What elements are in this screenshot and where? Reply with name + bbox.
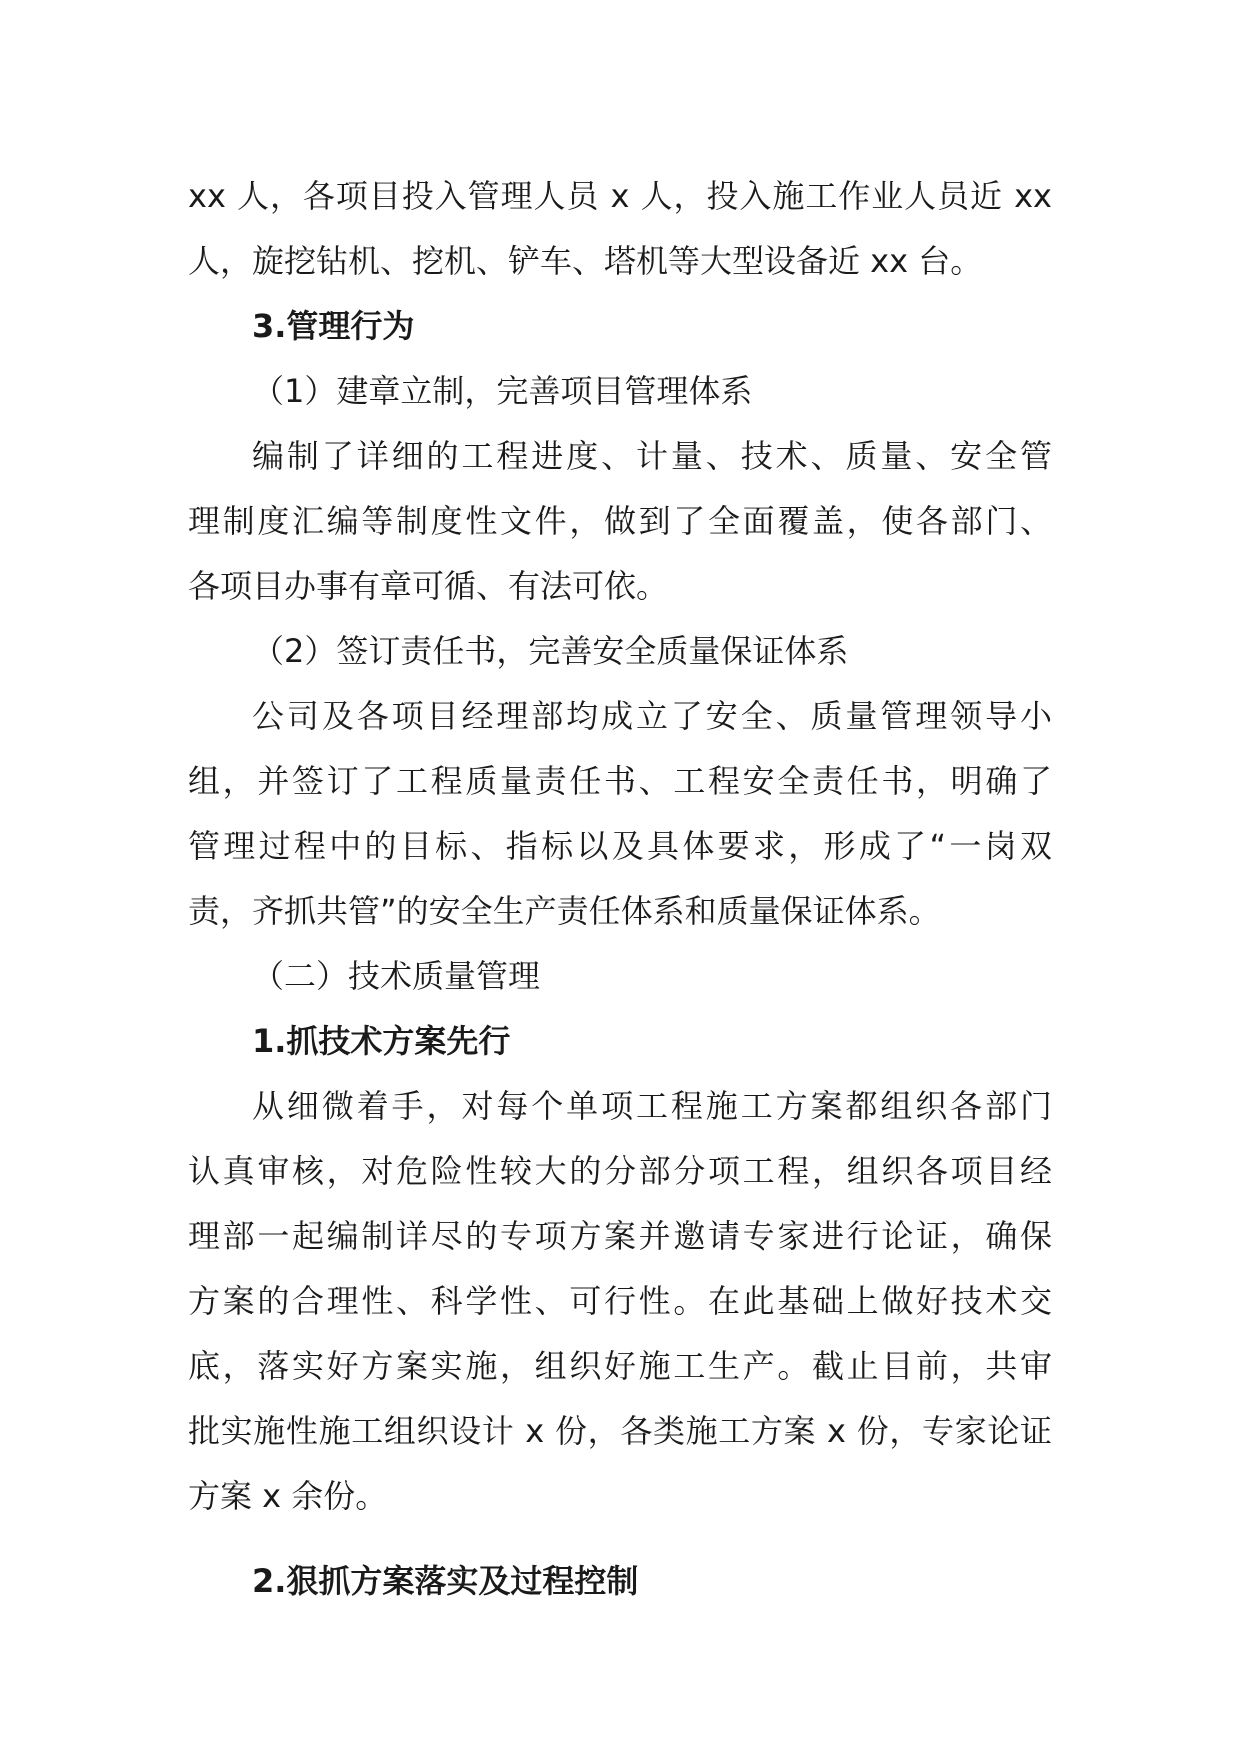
text-line: 批实施性施工组织设计 x 份，各类施工方案 x 份，专家论证 xyxy=(188,1412,1052,1450)
section-heading-technical-plan xyxy=(188,1009,1052,1074)
paragraph-rules xyxy=(188,424,1052,619)
text-line: 理制度汇编等制度性文件，做到了全面覆盖，使各部门、 xyxy=(188,502,1052,540)
text-line: 组，并签订了工程质量责任书、工程安全责任书，明确了 xyxy=(188,762,1052,800)
text-line: 编制了详细的工程进度、计量、技术、质量、安全管 xyxy=(252,437,1052,475)
document-body xyxy=(188,164,1052,1614)
continued-paragraph xyxy=(188,164,1052,294)
subheading-text: （1）建章立制，完善项目管理体系 xyxy=(252,372,753,410)
text-line: 人，旋挖钻机、挖机、铲车、塔机等大型设备近 xx 台。 xyxy=(188,242,983,280)
text-line: xx 人，各项目投入管理人员 x 人，投入施工作业人员近 xx xyxy=(188,177,1052,215)
section-heading-management-behavior xyxy=(188,294,1052,359)
text-line: 各项目办事有章可循、有法可依。 xyxy=(188,567,669,605)
subheading-technical-quality xyxy=(188,944,1052,1009)
text-line: 从细微着手，对每个单项工程施工方案都组织各部门 xyxy=(252,1087,1052,1125)
text-line: 公司及各项目经理部均成立了安全、质量管理领导小 xyxy=(252,697,1052,735)
text-line: 方案 x 余份。 xyxy=(188,1477,388,1515)
text-line: 管理过程中的目标、指标以及具体要求，形成了“一岗双 xyxy=(188,827,1052,865)
paragraph-spacer xyxy=(188,1529,1052,1549)
paragraph-technical-plan xyxy=(188,1074,1052,1529)
subheading-responsibility xyxy=(188,619,1052,684)
subheading-text: （2）签订责任书，完善安全质量保证体系 xyxy=(252,632,849,670)
subheading-text: （二）技术质量管理 xyxy=(252,957,541,995)
text-line: 理部一起编制详尽的专项方案并邀请专家进行论证，确保 xyxy=(188,1217,1052,1255)
section-heading-process-control xyxy=(188,1549,1052,1614)
text-line: 方案的合理性、科学性、可行性。在此基础上做好技术交 xyxy=(188,1282,1052,1320)
text-line: 认真审核，对危险性较大的分部分项工程，组织各项目经 xyxy=(188,1152,1052,1190)
text-line: 责，齐抓共管”的安全生产责任体系和质量保证体系。 xyxy=(188,892,941,930)
heading-text: 2.狠抓方案落实及过程控制 xyxy=(252,1562,639,1600)
subheading-rules-system xyxy=(188,359,1052,424)
paragraph-responsibility xyxy=(188,684,1052,944)
heading-text: 3.管理行为 xyxy=(252,307,415,345)
heading-text: 1.抓技术方案先行 xyxy=(252,1022,511,1060)
text-line: 底，落实好方案实施，组织好施工生产。截止目前，共审 xyxy=(188,1347,1052,1385)
